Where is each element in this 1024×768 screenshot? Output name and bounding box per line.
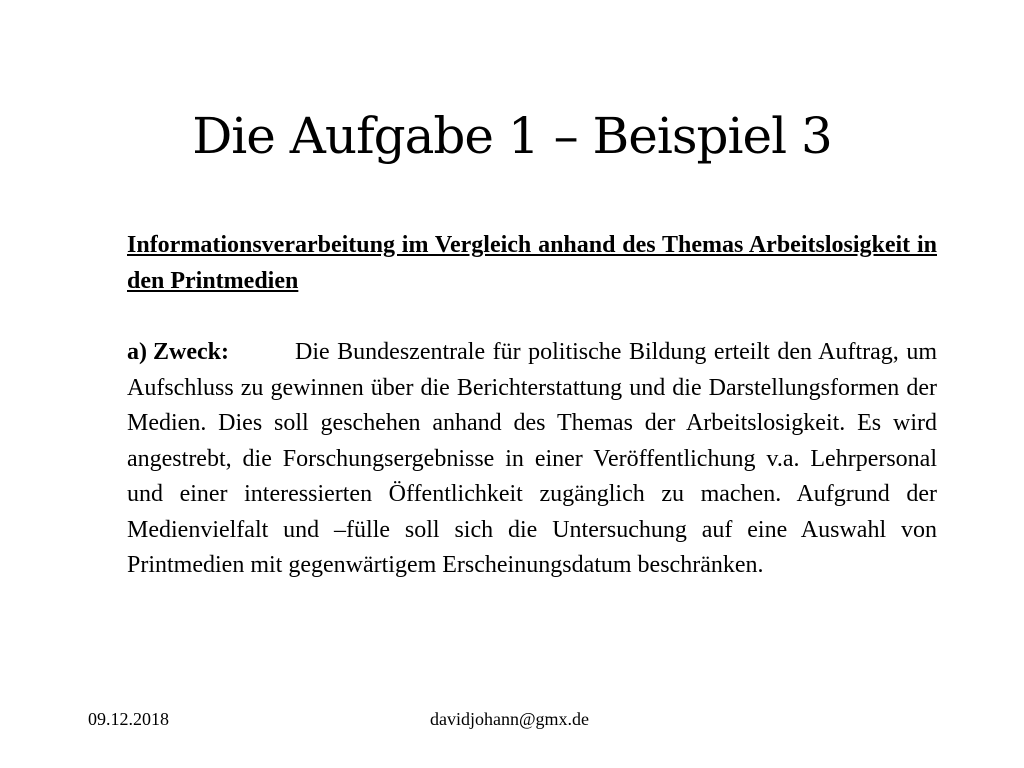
- purpose-label: a) Zweck:: [127, 339, 229, 365]
- section-heading: Informationsverarbeitung im Vergleich anhand des Themas Arbeitslosigkeit in den Printmedien: [127, 232, 937, 294]
- purpose-paragraph: [127, 335, 937, 584]
- footer-email: davidjohann@gmx.de: [430, 709, 590, 729]
- slide-content: [127, 228, 937, 584]
- footer-date: 09.12.2018: [88, 709, 169, 729]
- slide-title: Die Aufgabe 1 – Beispiel 3: [192, 107, 832, 165]
- purpose-text: Die Bundeszentrale für politische Bildung erteilt den Auftrag, um Aufschluss zu gewinnen über die Berichterstattung und die Darstellungsformen der Medien. Dies soll geschehen anhand des Themas der Arbeitslosigkeit. Es wird angestrebt, die Forschungsergebnisse in einer Veröffentlichung v.a. Lehrpersonal und einer interessierten Öffentlichkeit zugänglich zu machen. Aufgrund der Medienvielfalt und –fülle soll sich die Untersuchung auf eine Auswahl von Printmedien mit gegenwärtigem Erscheinungsdatum beschränken.: [127, 339, 937, 578]
